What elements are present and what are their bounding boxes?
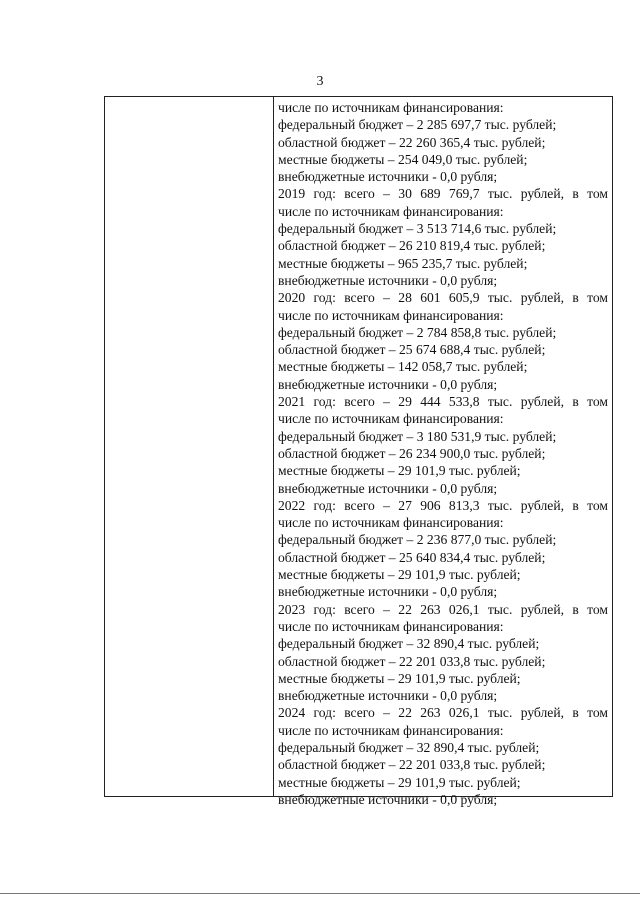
table-text-line: федеральный бюджет – 3 513 714,6 тыс. рублей; <box>278 221 557 237</box>
table-text-line: областной бюджет – 22 201 033,8 тыс. рублей; <box>278 653 546 669</box>
table-text-line: местные бюджеты – 29 101,9 тыс. рублей; <box>278 670 521 686</box>
table-text-line: 2021 год: всего – 29 444 533,8 тыс. рублей, в том <box>278 394 608 410</box>
table-text-line: числе по источникам финансирования: <box>278 307 504 323</box>
table-text-line: числе по источникам финансирования: <box>278 100 504 115</box>
table-text-line: внебюджетные источники - 0,0 рубля; <box>278 584 498 600</box>
table-text-line: внебюджетные источники - 0,0 рубля; <box>278 376 498 392</box>
table-text-line: местные бюджеты – 142 058,7 тыс. рублей; <box>278 359 528 375</box>
table-text-line: областной бюджет – 26 210 819,4 тыс. рублей; <box>278 238 546 254</box>
table-text-line: 2022 год: всего – 27 906 813,3 тыс. рублей, в том <box>278 497 608 513</box>
table-text-line: местные бюджеты – 29 101,9 тыс. рублей; <box>278 463 521 479</box>
table-text-line: местные бюджеты – 254 049,0 тыс. рублей; <box>278 151 528 167</box>
table-text-line: областной бюджет – 26 234 900,0 тыс. рублей; <box>278 445 546 461</box>
table-right-cell <box>274 97 612 807</box>
table-text-line: внебюджетные источники - 0,0 рубля; <box>278 169 498 185</box>
table-text-line: 2020 год: всего – 28 601 605,9 тыс. рублей, в том <box>278 290 608 306</box>
table-text-line: федеральный бюджет – 2 236 877,0 тыс. рублей; <box>278 532 557 548</box>
table-text-line: федеральный бюджет – 3 180 531,9 тыс. рублей; <box>278 428 557 444</box>
table-left-cell <box>105 97 274 796</box>
table-text-line: областной бюджет – 25 640 834,4 тыс. рублей; <box>278 549 546 565</box>
table-text-line: местные бюджеты – 29 101,9 тыс. рублей; <box>278 774 521 790</box>
table-text-line: федеральный бюджет – 2 784 858,8 тыс. рублей; <box>278 324 557 340</box>
table-text-line: внебюджетные источники - 0,0 рубля; <box>278 688 498 704</box>
table-text-line: областной бюджет – 22 201 033,8 тыс. рублей; <box>278 757 546 773</box>
table-text-line: числе по источникам финансирования: <box>278 411 504 427</box>
table-text-line: внебюджетные источники - 0,0 рубля; <box>278 272 498 288</box>
table-text-line: областной бюджет – 25 674 688,4 тыс. рублей; <box>278 342 546 358</box>
table-text-line: числе по источникам финансирования: <box>278 722 504 738</box>
financing-table <box>104 96 613 807</box>
table-text-line: федеральный бюджет – 2 285 697,7 тыс. рублей; <box>278 117 557 133</box>
table-text-line: местные бюджеты – 29 101,9 тыс. рублей; <box>278 567 521 583</box>
table-text-line: внебюджетные источники - 0,0 рубля; <box>278 480 498 496</box>
table-text-line: местные бюджеты – 965 235,7 тыс. рублей; <box>278 255 528 271</box>
table-text-line: числе по источникам финансирования: <box>278 203 504 219</box>
table-text-line: 2019 год: всего – 30 689 769,7 тыс. рублей, в том <box>278 186 608 202</box>
table-text-line: внебюджетные источники - 0,0 рубля; <box>278 791 498 807</box>
table-text-line: областной бюджет – 22 260 365,4 тыс. рублей; <box>278 134 546 150</box>
table-text-line: числе по источникам финансирования: <box>278 618 504 634</box>
table-text-line: федеральный бюджет – 32 890,4 тыс. рублей; <box>278 636 540 652</box>
table-text-line: 2024 год: всего – 22 263 026,1 тыс. рублей, в том <box>278 705 608 721</box>
table-text-line: 2023 год: всего – 22 263 026,1 тыс. рублей, в том <box>278 601 608 617</box>
page-bottom-rule <box>0 893 640 894</box>
table-text-line: числе по источникам финансирования: <box>278 515 504 531</box>
table-text-line: федеральный бюджет – 32 890,4 тыс. рублей; <box>278 739 540 755</box>
page-number: 3 <box>316 74 324 89</box>
